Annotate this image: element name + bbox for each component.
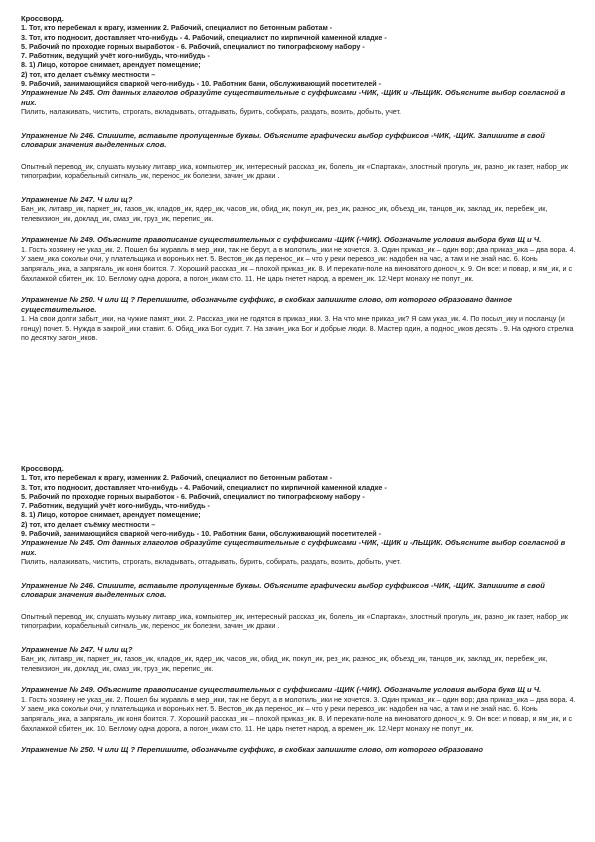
crossword-clues (21, 473, 579, 538)
exercise-body: Бан_ик, литавр_ик, паркет_ик, газов_ик, кладов_ик, ядер_ик, часов_ик, обид_ик, покуп_ик, рез_ик, разнос_ик, объезд_ик, танцов_ик, заклад_ик, перебеж_ик, телевизион_ик, доклад_ик, смаз_ик, груз_ик, перепис_ик. (21, 204, 548, 223)
exercise-body: 1. Гость хозяину не указ_ик. 2. Пошел бы журавль в мер_ики, так не берут, а в молотиль_ики не хочется. 3. Один приказ_ик – один вор; два приказ_ика – два вора. 4. У заем_ика сокольи очи, у плательщика и вороньих нет. 5. Вестов_ик да перенос_ик – что у реки перевоз_ик: надобен на час, а там и не знай нас. 6. Конь запрягаль_ика, а запрягаль_ик коня боится. 7. Хороший рассказ_ик – плохой приказ_ик. 8. И перекати-поле на виноватого доносч_к. 9. Он все: и повар, и ям_ик, и с бахлажкой сбитен_ик. 10. Беглому одна дорога, а погон_икам сто. 11. Не царь гнетет народ, а времен_ик. 12.Черт монаху не попут_ик. (21, 244, 576, 283)
crossword-clue-line: 2) тот, кто делает съёмку местности – (21, 519, 156, 529)
exercise-246 (21, 131, 579, 181)
exercise-title: Упражнение № 249. Объясните правописание существительных с суффиксами -ЩИК (-ЧИК). Обозначьте условия выбора букв Щ и Ч. (21, 685, 542, 695)
exercise-title: Упражнение № 245. От данных глаголов образуйте существительные с суффиксами -ЧИК, -ЩИК и -ЛЬЩИК. Объясните выбор согласной в них. (21, 538, 566, 557)
crossword-clue-line: 9. Рабочий, занимающийся сваркой чего-нибудь - 10. Работник бани, обслуживающий посетителей - (21, 529, 382, 539)
crossword-clue-line: 7. Работник, ведущий учёт кого-нибудь, что-нибудь - (21, 51, 210, 61)
crossword-clue-line: 3. Тот, кто подносит, доставляет что-нибудь - 4. Рабочий, специалист по кирпичной каменной кладке - (21, 482, 387, 492)
exercise-title: Упражнение № 250. Ч или Щ ? Перепишите, обозначьте суффикс, в скобках запишите слово, от которого образовано данное существительное. (21, 295, 513, 314)
exercise-245 (21, 538, 579, 566)
exercise-245 (21, 88, 579, 116)
exercise-body: Бан_ик, литавр_ик, паркет_ик, газов_ик, кладов_ик, ядер_ик, часов_ик, обид_ик, покуп_ик, рез_ик, разнос_ик, объезд_ик, танцов_ик, заклад_ик, перебеж_ик, телевизион_ик, доклад_ик, смаз_ик, груз_ик, перепис_ик. (21, 654, 548, 673)
crossword-clue-line: 8. 1) Лицо, которое снимает, арендует помещение; (21, 510, 201, 520)
exercise-body: 1. Гость хозяину не указ_ик. 2. Пошел бы журавль в мер_ики, так не берут, а в молотиль_ики не хочется. 3. Один приказ_ик – один вор; два приказ_ика – два вора. 4. У заем_ика сокольи очи, у плательщика и вороньих нет. 5. Вестов_ик да перенос_ик – что у реки перевоз_ик: надобен на час, а там и не знай нас. 6. Конь запрягаль_ика, а запрягаль_ик коня боится. 7. Хороший рассказ_ик – плохой приказ_ик. 8. И перекати-поле на виноватого доносч_к. 9. Он все: и повар, и ям_ик, и с бахлажкой сбитен_ик. 10. Беглому одна дорога, а погон_икам сто. 11. Не царь гнетет народ, а времен_ик. 12.Черт монаху не попут_ик. (21, 694, 576, 733)
crossword-clue-line: 5. Рабочий по проходке горных выработок - 6. Рабочий, специалист по типографскому набору - (21, 41, 365, 51)
crossword-clue-line: 1. Тот, кто перебежал к врагу, изменник 2. Рабочий, специалист по бетонным работам - (21, 473, 333, 483)
crossword-clue-line: 1. Тот, кто перебежал к врагу, изменник 2. Рабочий, специалист по бетонным работам - (21, 23, 333, 33)
crossword-clue-line: 3. Тот, кто подносит, доставляет что-нибудь - 4. Рабочий, специалист по кирпичной каменной кладке - (21, 32, 387, 42)
crossword-heading: Кроссворд. (21, 464, 64, 473)
exercise-249 (21, 685, 579, 733)
exercise-250 (21, 745, 579, 754)
exercise-249 (21, 235, 579, 283)
exercise-title: Упражнение № 247. Ч или щ? (21, 194, 133, 204)
exercise-title: Упражнение № 246. Спишите, вставьте пропущенные буквы. Объясните графически выбор суффиксов -ЧИК, -ЩИК. Запишите в свой словарик значения выделенных слов. (21, 580, 545, 600)
exercise-title: Упражнение № 249. Объясните правописание существительных с суффиксами -ЩИК (-ЧИК). Обозначьте условия выбора букв Щ и Ч. (21, 235, 542, 245)
exercise-250 (21, 295, 579, 343)
crossword-clue-line: 7. Работник, ведущий учёт кого-нибудь, что-нибудь - (21, 501, 210, 511)
worksheet-copy-2 (21, 464, 579, 755)
exercise-title: Упражнение № 250. Ч или Щ ? Перепишите, обозначьте суффикс, в скобках запишите слово, от которого образовано (21, 745, 484, 755)
crossword-clue-line: 8. 1) Лицо, которое снимает, арендует помещение; (21, 60, 201, 70)
exercise-body: Опытный перевод_ик, слушать музыку литавр_ика, компьютер_ик, интересный рассказ_ик, болель_ик «Спартака», злостный прогуль_ик, разно_ик газет, набор_ик типографии, корабельный сигналь_ик, перенос_ик болезни, зачин_ик драки . (21, 611, 568, 631)
document-page (21, 14, 579, 755)
exercise-body: Опытный перевод_ик, слушать музыку литавр_ика, компьютер_ик, интересный рассказ_ик, болель_ик «Спартака», злостный прогуль_ик, разно_ик газет, набор_ик типографии, корабельный сигналь_ик, перенос_ик болезни, зачин_ик драки . (21, 161, 568, 181)
exercise-246 (21, 581, 579, 631)
exercise-247 (21, 195, 579, 224)
crossword-heading: Кроссворд. (21, 14, 64, 23)
crossword-clue-line: 5. Рабочий по проходке горных выработок - 6. Рабочий, специалист по типографскому набору - (21, 491, 365, 501)
exercise-body: Пилить, налаживать, чистить, строгать, вкладывать, отгадывать, бурить, собирать, раздать, возить, добыть, учет. (21, 557, 402, 567)
exercise-body: Пилить, налаживать, чистить, строгать, вкладывать, отгадывать, бурить, собирать, раздать, возить, добыть, учет. (21, 107, 402, 117)
exercise-title: Упражнение № 247. Ч или щ? (21, 644, 133, 654)
exercise-247 (21, 645, 579, 674)
exercise-title: Упражнение № 245. От данных глаголов образуйте существительные с суффиксами -ЧИК, -ЩИК и -ЛЬЩИК. Объясните выбор согласной в них. (21, 88, 566, 107)
worksheet-copy-1 (21, 14, 579, 343)
crossword-clue-line: 2) тот, кто делает съёмку местности – (21, 69, 156, 79)
crossword-clues (21, 23, 579, 88)
exercise-title: Упражнение № 246. Спишите, вставьте пропущенные буквы. Объясните графически выбор суффиксов -ЧИК, -ЩИК. Запишите в свой словарик значения выделенных слов. (21, 130, 545, 150)
crossword-clue-line: 9. Рабочий, занимающийся сваркой чего-нибудь - 10. Работник бани, обслуживающий посетителей - (21, 79, 382, 89)
exercise-body: 1. На свои долги забыт_ики, на чужие памят_ики. 2. Рассказ_ики не годятся в приказ_ики. 3. На что мне приказ_ик? Я сам указ_ик. 4. По посыл_ику и посланцу (и гонцу) почет. 5. Нужда в закрой_ики ставит. 6. Обид_ика Бог судит. 7. На зачин_ика Бог и добрые люди. 8. Мастер один, а поднос_иков десять . 9. На одного стрелка по десятку загон_иков. (21, 313, 574, 343)
